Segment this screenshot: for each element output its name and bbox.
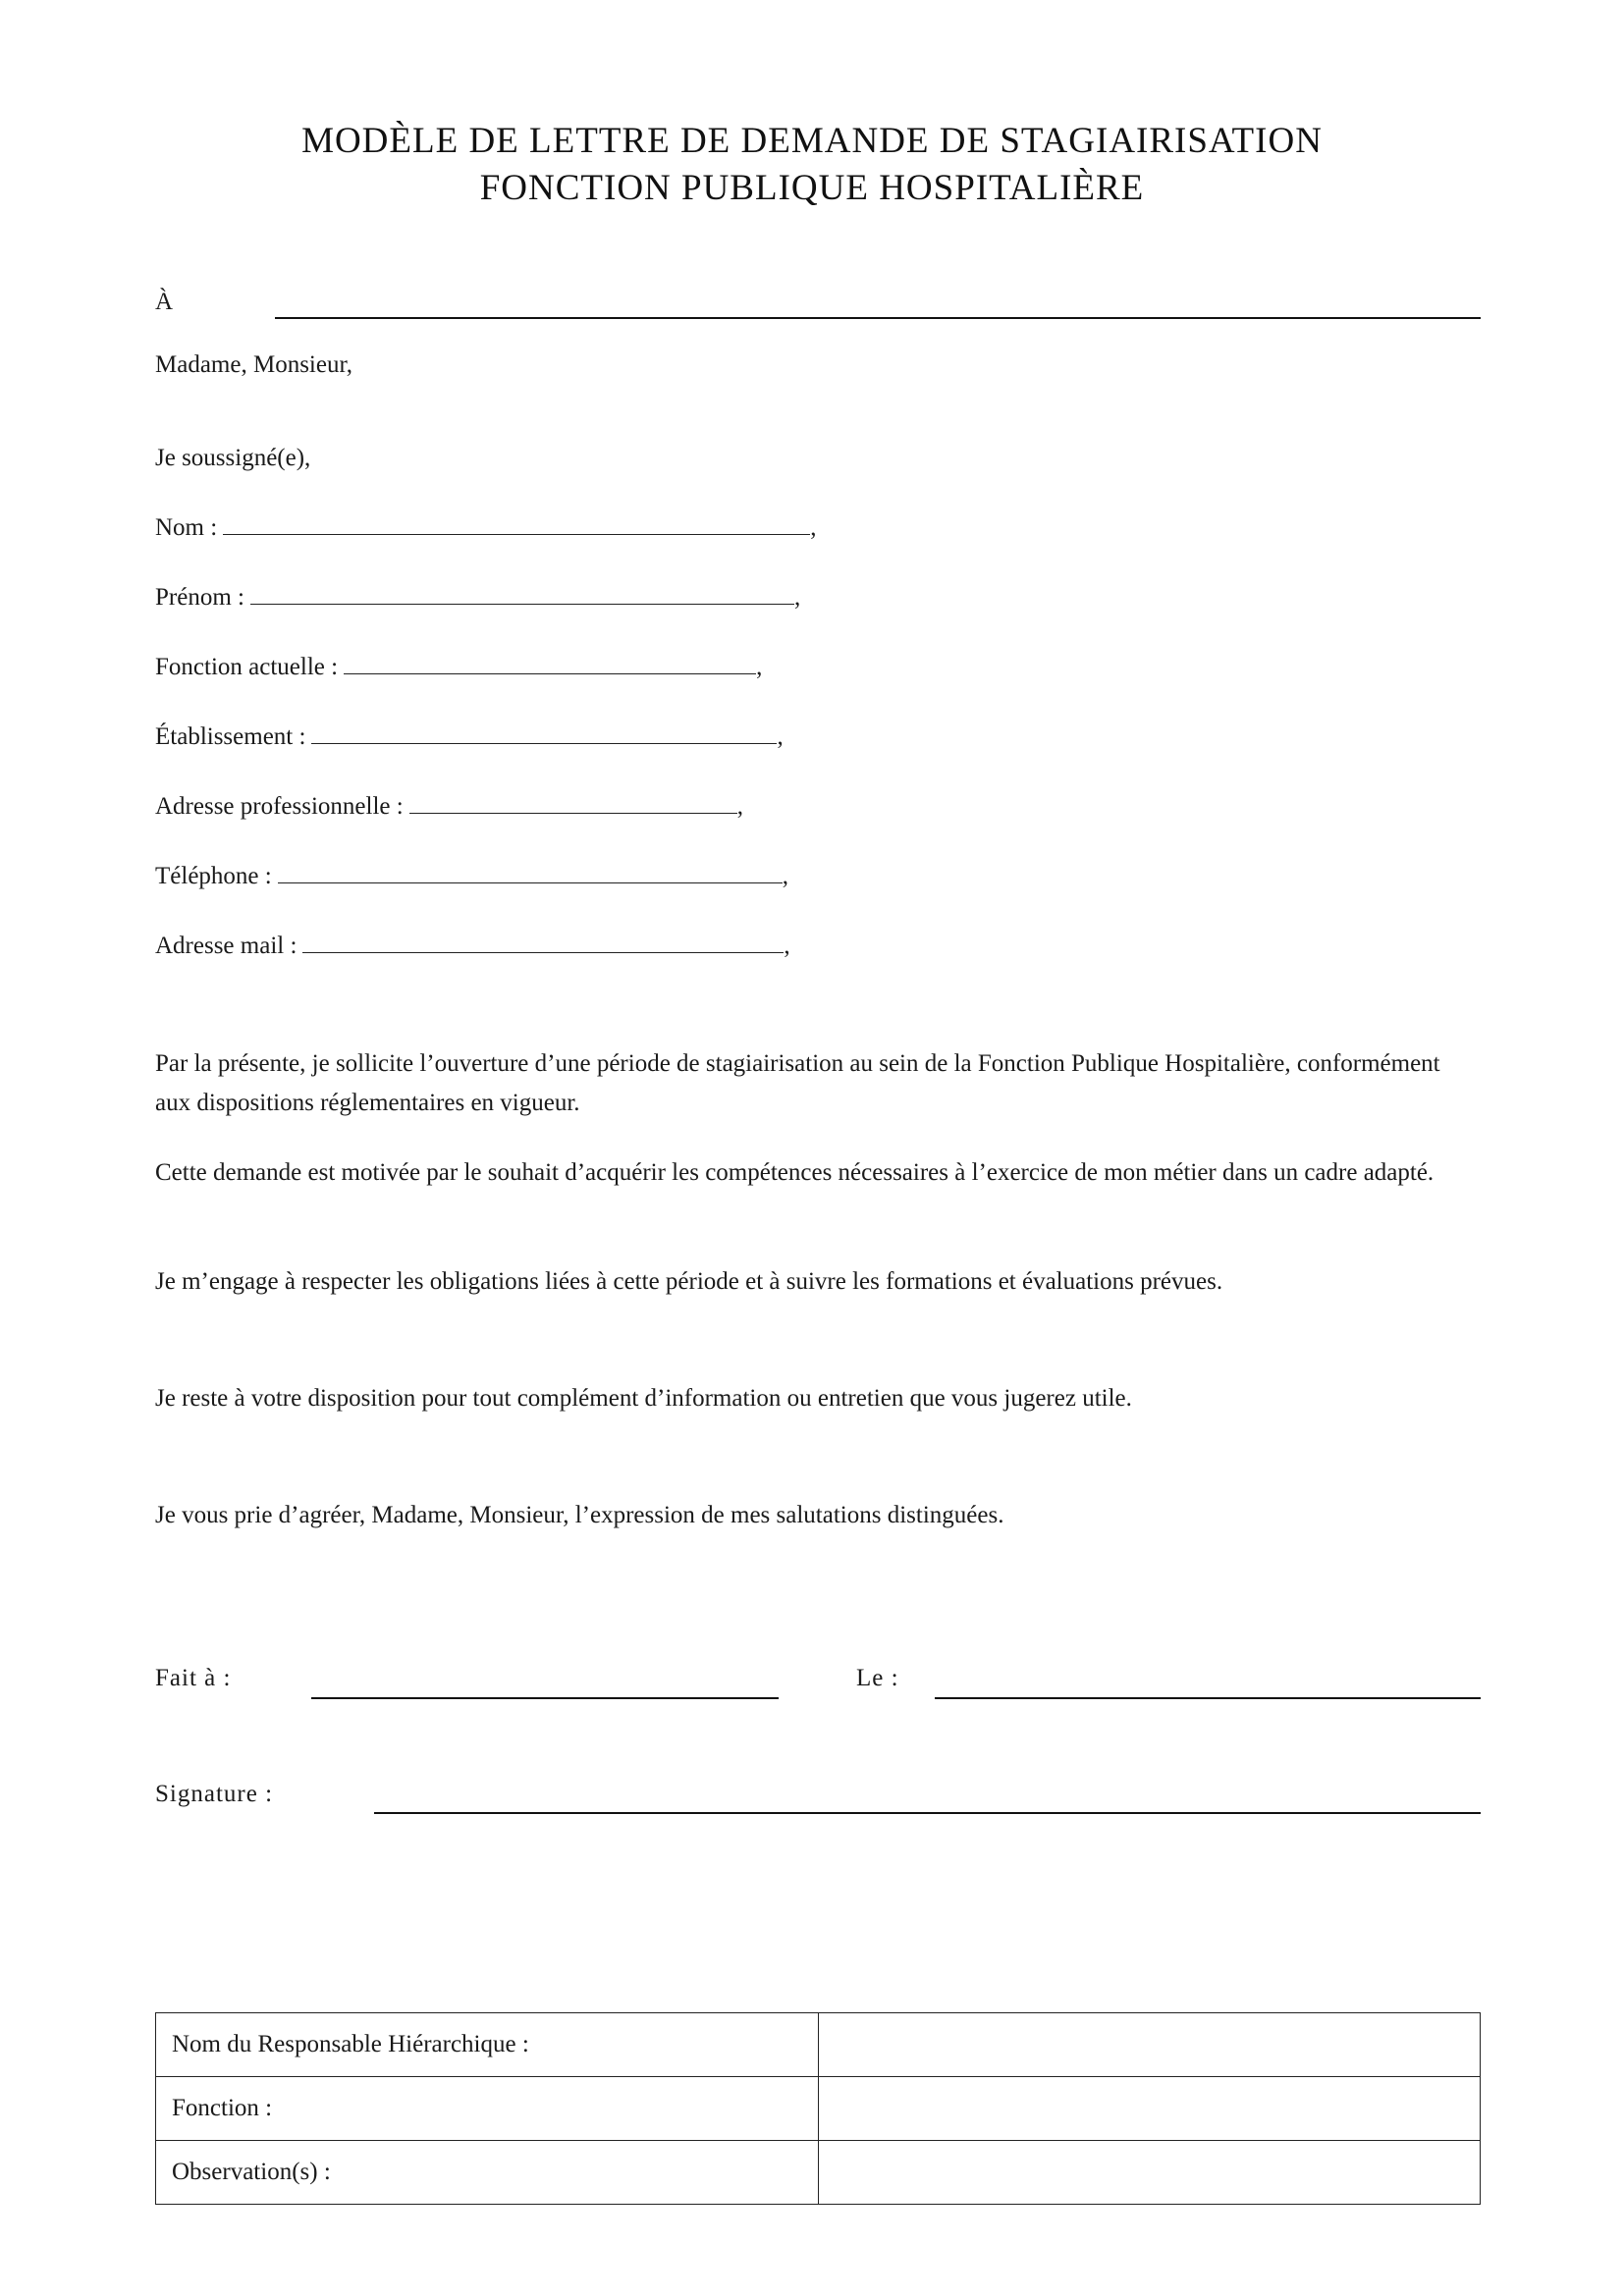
field-etablissement bbox=[155, 718, 784, 757]
observations-cell[interactable] bbox=[819, 2141, 1481, 2205]
field-label: Fonction actuelle : bbox=[155, 654, 339, 680]
field-email bbox=[155, 927, 790, 966]
signature-label: Signature : bbox=[155, 1781, 274, 1807]
closing-paragraph: Je vous prie d’agréer, Madame, Monsieur, l’expression de mes salutations distinguées. bbox=[155, 1502, 1004, 1528]
document-title-line1: MODÈLE DE LETTRE DE DEMANDE DE STAGIAIRISATION bbox=[301, 121, 1323, 161]
body-paragraph-1: Par la présente, je sollicite l’ouverture d’une période de stagiairisation au sein de la Fonction Publique Hospitalière, conformément aux dispositions réglementaires en vigueur. bbox=[155, 1050, 1440, 1116]
manager-name-cell[interactable] bbox=[819, 2013, 1481, 2077]
field-label: Téléphone : bbox=[155, 863, 272, 889]
field-label: Adresse mail : bbox=[155, 933, 298, 959]
field-line-etablissement[interactable] bbox=[311, 720, 777, 744]
manager-function-label: Fonction : bbox=[156, 2077, 819, 2141]
greeting: Madame, Monsieur, bbox=[155, 351, 353, 378]
signature-line[interactable] bbox=[374, 1812, 1481, 1814]
field-suffix: , bbox=[777, 723, 784, 750]
field-suffix: , bbox=[782, 863, 788, 889]
intro-text: Je soussigné(e), bbox=[155, 445, 311, 471]
field-line-telephone[interactable] bbox=[278, 859, 783, 883]
field-suffix: , bbox=[810, 514, 817, 541]
observations-label: Observation(s) : bbox=[156, 2141, 819, 2205]
table-row bbox=[156, 2141, 1481, 2205]
date-label: Le : bbox=[856, 1665, 899, 1691]
field-adresse-pro bbox=[155, 787, 743, 827]
field-line-email[interactable] bbox=[302, 929, 784, 953]
field-label: Prénom : bbox=[155, 584, 244, 611]
document-title-line2: FONCTION PUBLIQUE HOSPITALIÈRE bbox=[479, 168, 1145, 208]
field-label: Nom : bbox=[155, 514, 218, 541]
field-fonction bbox=[155, 648, 762, 687]
place-label: Fait à : bbox=[155, 1665, 232, 1691]
field-prenom bbox=[155, 578, 800, 617]
recipient-label: À bbox=[155, 289, 174, 315]
date-line[interactable] bbox=[935, 1697, 1481, 1699]
field-telephone bbox=[155, 857, 788, 896]
field-line-nom[interactable] bbox=[223, 510, 810, 535]
field-suffix: , bbox=[793, 584, 801, 611]
manager-function-cell[interactable] bbox=[819, 2077, 1481, 2141]
body-paragraph-2: Cette demande est motivée par le souhait d’acquérir les compétences nécessaires à l’exercice de mon métier dans un cadre adapté. bbox=[155, 1159, 1435, 1186]
field-label: Établissement : bbox=[155, 723, 306, 750]
field-nom bbox=[155, 508, 816, 548]
manager-table bbox=[155, 2012, 1481, 2205]
table-row bbox=[156, 2077, 1481, 2141]
field-suffix: , bbox=[736, 793, 743, 820]
manager-name-label: Nom du Responsable Hiérarchique : bbox=[156, 2013, 819, 2077]
field-label: Adresse professionnelle : bbox=[155, 793, 404, 820]
place-line[interactable] bbox=[311, 1697, 779, 1699]
body-paragraph-4: Je reste à votre disposition pour tout complément d’information ou entretien que vous jugerez utile. bbox=[155, 1385, 1132, 1412]
field-line-adresse-pro[interactable] bbox=[409, 789, 737, 814]
recipient-line[interactable] bbox=[275, 317, 1481, 319]
field-line-fonction[interactable] bbox=[344, 650, 756, 674]
body-paragraph-3: Je m’engage à respecter les obligations liées à cette période et à suivre les formations et évaluations prévues. bbox=[155, 1268, 1223, 1295]
field-suffix: , bbox=[756, 654, 763, 680]
table-row bbox=[156, 2013, 1481, 2077]
field-suffix: , bbox=[784, 933, 790, 959]
field-line-prenom[interactable] bbox=[250, 580, 794, 605]
